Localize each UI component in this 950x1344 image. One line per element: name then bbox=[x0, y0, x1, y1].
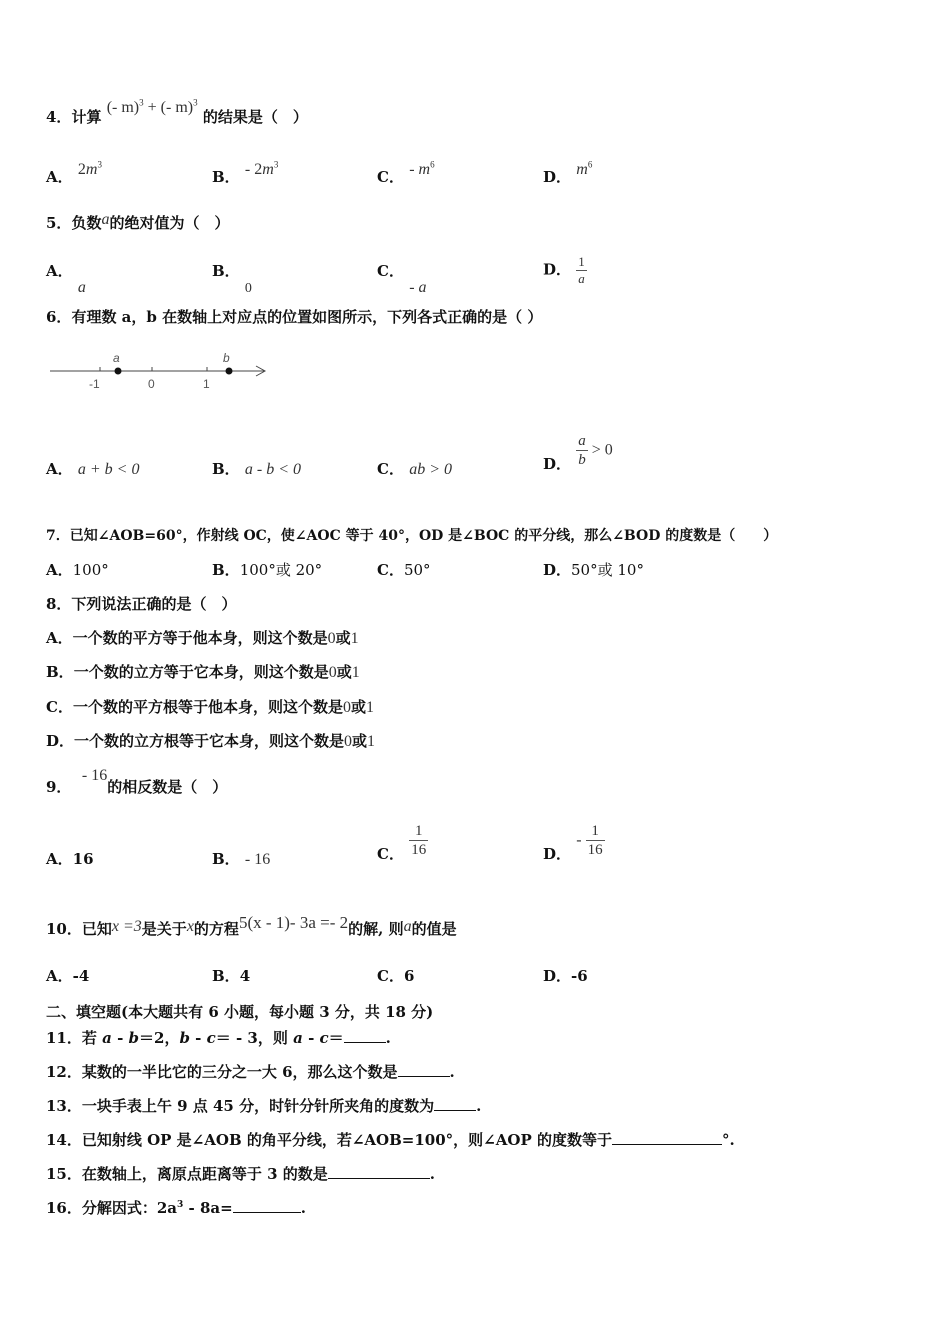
answer-blank-16[interactable] bbox=[233, 1198, 301, 1213]
q5-option-b[interactable]: B． 0 bbox=[212, 262, 252, 296]
tick-label-neg1: -1 bbox=[89, 377, 100, 391]
q5-option-c[interactable]: C． - a bbox=[377, 262, 427, 296]
question-5: 5．负数a的绝对值为（ ） bbox=[46, 211, 230, 232]
q4-option-d[interactable]: D． $m^6$ bbox=[543, 159, 593, 186]
answer-blank-11[interactable] bbox=[344, 1028, 386, 1043]
q9-option-a[interactable]: A．16 bbox=[46, 850, 94, 868]
question-12: 12．某数的一半比它的三分之一大 6，那么这个数是 . bbox=[46, 1063, 455, 1081]
q5-option-d[interactable]: D． $\frac{1}{a}$ bbox=[543, 254, 585, 286]
q9-option-d[interactable]: D． - $\frac{1}{16}$ bbox=[543, 823, 603, 863]
answer-blank-13[interactable] bbox=[434, 1096, 476, 1111]
point-a bbox=[115, 368, 122, 375]
question-11: 11．若 a - b＝2，b - c＝ - 3，则 a - c＝ . bbox=[46, 1029, 391, 1047]
q6-option-b[interactable]: B． a - b < 0 bbox=[212, 460, 302, 478]
label-b: b bbox=[223, 351, 230, 365]
q6-option-a[interactable]: A． a + b < 0 bbox=[46, 460, 140, 478]
q6-option-d[interactable]: D． $\frac{a}{b}$ > 0 bbox=[543, 433, 613, 473]
q7-option-c[interactable]: C．50° bbox=[377, 561, 431, 579]
tick-label-0: 0 bbox=[148, 377, 155, 391]
q4-option-a[interactable]: A． $2m^3$ bbox=[46, 159, 102, 186]
label-a: a bbox=[113, 351, 120, 365]
q9-option-b[interactable]: B． - 16 bbox=[212, 850, 271, 868]
question-16: 16．分解因式：$2a^3 - 8a=$ . bbox=[46, 1199, 306, 1217]
q5-option-a[interactable]: A． a bbox=[46, 262, 86, 296]
section-2-heading: 二、填空题(本大题共有 6 小题，每小题 3 分，共 18 分) bbox=[46, 1003, 434, 1021]
q10-option-d[interactable]: D．-6 bbox=[543, 967, 588, 985]
number-line bbox=[46, 345, 276, 395]
q4-expression: (- m)$^3$ + (- m)$^3$ bbox=[106, 97, 198, 116]
q8-option-c[interactable]: C．一个数的平方根等于他本身，则这个数是0或1 bbox=[46, 698, 374, 716]
question-14: 14．已知射线 OP 是∠AOB 的角平分线，若∠AOB=100°，则∠AOP 的度数等于 °. bbox=[46, 1131, 735, 1149]
q8-option-b[interactable]: B．一个数的立方等于它本身，则这个数是0或1 bbox=[46, 663, 360, 681]
answer-blank-12[interactable] bbox=[398, 1062, 450, 1077]
q7-option-b[interactable]: B．100°或 20° bbox=[212, 561, 323, 579]
question-15: 15．在数轴上，离原点距离等于 3 的数是 . bbox=[46, 1165, 435, 1183]
question-6: 6．有理数 a，b 在数轴上对应点的位置如图所示，下列各式正确的是（ ） bbox=[46, 308, 543, 326]
q7-option-d[interactable]: D．50°或 10° bbox=[543, 561, 644, 579]
question-9: 9． - 16的相反数是（ ） bbox=[46, 767, 228, 796]
q10-option-b[interactable]: B．4 bbox=[212, 967, 251, 985]
question-4: 4．计算 (- m)$^3$ + (- m)$^3$ 的结果是（ ） bbox=[46, 97, 308, 126]
answer-blank-15[interactable] bbox=[328, 1164, 430, 1179]
q8-option-d[interactable]: D．一个数的立方根等于它本身，则这个数是0或1 bbox=[46, 732, 376, 750]
q8-option-a[interactable]: A．一个数的平方等于他本身，则这个数是0或1 bbox=[46, 629, 359, 647]
q4-option-b[interactable]: B． - $2m^3$ bbox=[212, 159, 279, 186]
point-b bbox=[226, 368, 233, 375]
q4-option-c[interactable]: C． - $m^6$ bbox=[377, 159, 435, 186]
question-13: 13．一块手表上午 9 点 45 分，时针分针所夹角的度数为 . bbox=[46, 1097, 482, 1115]
question-8: 8．下列说法正确的是（ ） bbox=[46, 595, 237, 613]
question-7: 7．已知∠AOB=60°，作射线 OC，使∠AOC 等于 40°，OD 是∠BOC 的平分线，那么∠BOD 的度数是（ ） bbox=[46, 528, 778, 544]
q10-option-a[interactable]: A．-4 bbox=[46, 967, 90, 985]
question-10: 10．已知x =3是关于x的方程5(x - 1)- 3a =- 2的解, 则a的值是 bbox=[46, 913, 457, 938]
tick-label-1: 1 bbox=[203, 377, 210, 391]
answer-blank-14[interactable] bbox=[612, 1130, 722, 1145]
q6-option-c[interactable]: C． ab > 0 bbox=[377, 460, 452, 478]
q9-option-c[interactable]: C． $\frac{1}{16}$ bbox=[377, 823, 427, 863]
q10-option-c[interactable]: C．6 bbox=[377, 967, 415, 985]
q7-option-a[interactable]: A．100° bbox=[46, 561, 109, 579]
